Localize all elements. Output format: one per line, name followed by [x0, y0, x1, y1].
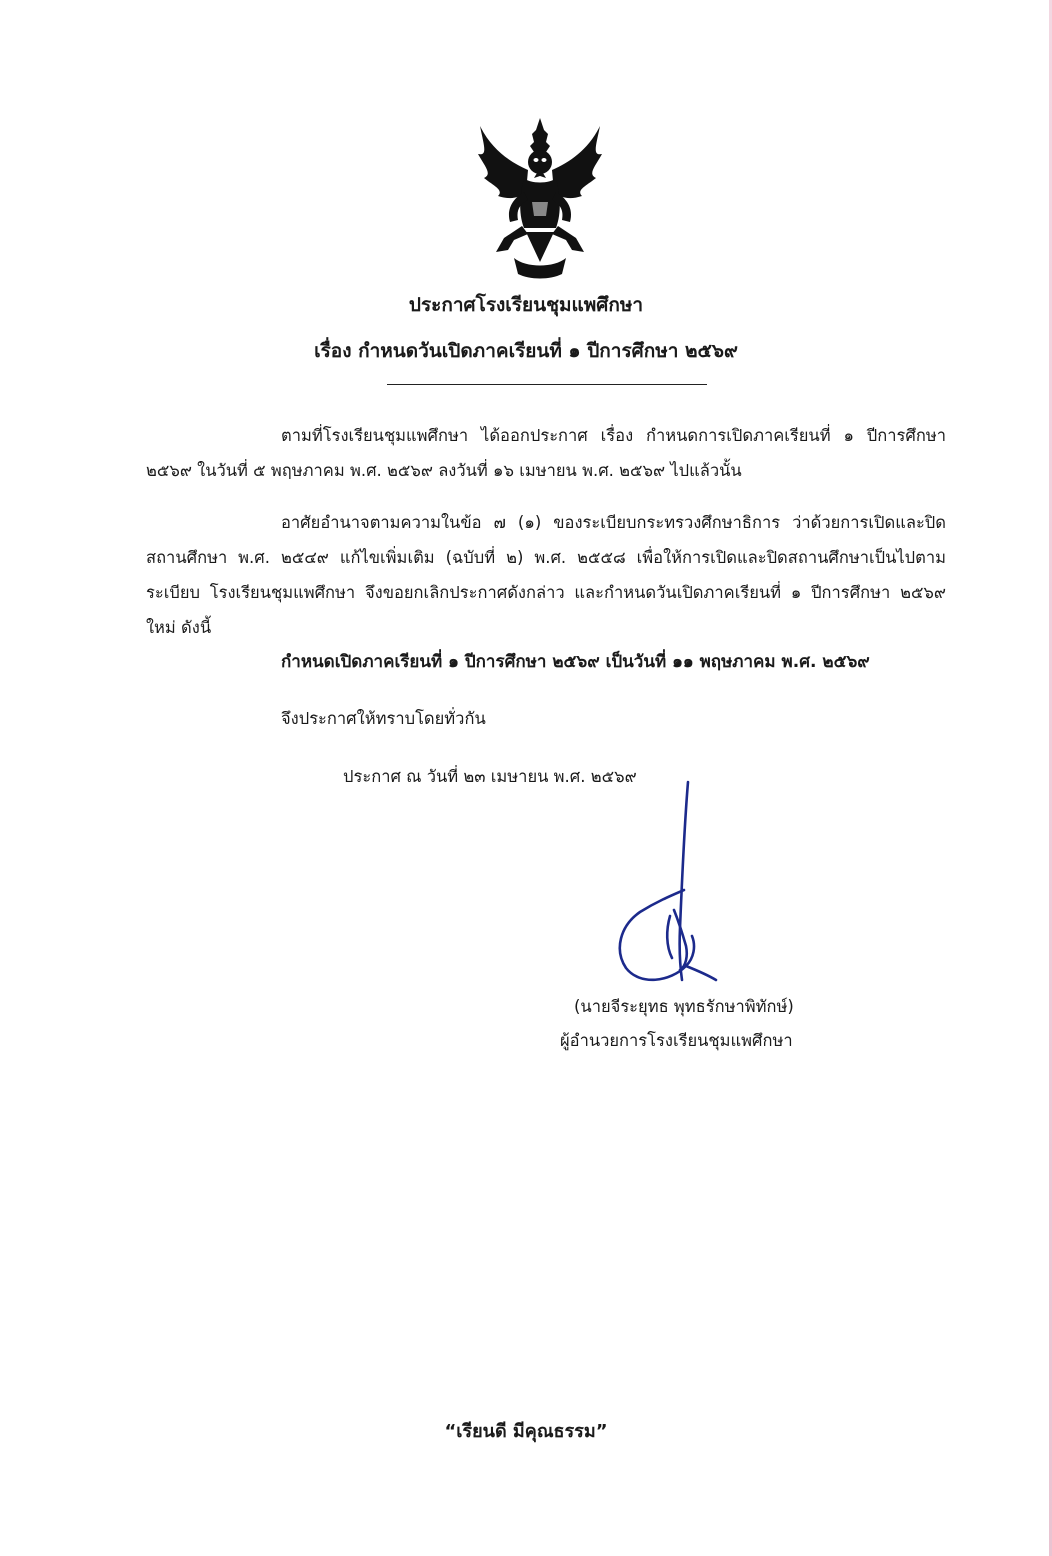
signatory-name: (นายจีระยุทธ พุทธรักษาพิทักษ์): [574, 997, 794, 1016]
handwritten-signature: [600, 770, 740, 1000]
closing-statement: จึงประกาศให้ทราบโดยทั่วกัน: [281, 709, 486, 728]
paragraph-authority: อาศัยอำนาจตามความในข้อ ๗ (๑) ของระเบียบกระทรวงศึกษาธิการ ว่าด้วยการเปิดและปิดสถานศึกษา พ.ศ. ๒๕๔๙ แก้ไขเพิ่มเติม (ฉบับที่ ๒) พ.ศ. ๒๕๕๘ เพื่อให้การเปิดและปิดสถานศึกษาเป็นไปตามระเบียบ โรงเรียนชุมแพศึกษา จึงขอยกเลิกประกาศดังกล่าว และกำหนดวันเปิดภาคเรียนที่ ๑ ปีการศึกษา ๒๕๖๙ ใหม่ ดังนี้: [146, 513, 946, 637]
school-motto: “เรียนดี มีคุณธรรม”: [444, 1421, 608, 1442]
announcement-subject: เรื่อง กำหนดวันเปิดภาคเรียนที่ ๑ ปีการศึกษา ๒๕๖๙: [314, 340, 738, 362]
paragraph-reference: ตามที่โรงเรียนชุมแพศึกษา ได้ออกประกาศ เรื่อง กำหนดการเปิดภาคเรียนที่ ๑ ปีการศึกษา ๒๕๖๙ ในวันที่ ๕ พฤษภาคม พ.ศ. ๒๕๖๙ ลงวันที่ ๑๖ เมษายน พ.ศ. ๒๕๖๙ ไปแล้วนั้น: [146, 426, 946, 480]
garuda-emblem-icon: [470, 112, 610, 282]
signatory-position: ผู้อำนวยการโรงเรียนชุมแพศึกษา: [560, 1031, 793, 1050]
heading-divider: [387, 384, 707, 385]
announcement-title: ประกาศโรงเรียนชุมแพศึกษา: [408, 294, 644, 316]
announcement-date: ประกาศ ณ วันที่ ๒๓ เมษายน พ.ศ. ๒๕๖๙: [343, 767, 637, 786]
decision-statement: กำหนดเปิดภาคเรียนที่ ๑ ปีการศึกษา ๒๕๖๙ เป็นวันที่ ๑๑ พฤษภาคม พ.ศ. ๒๕๖๙: [281, 652, 870, 672]
